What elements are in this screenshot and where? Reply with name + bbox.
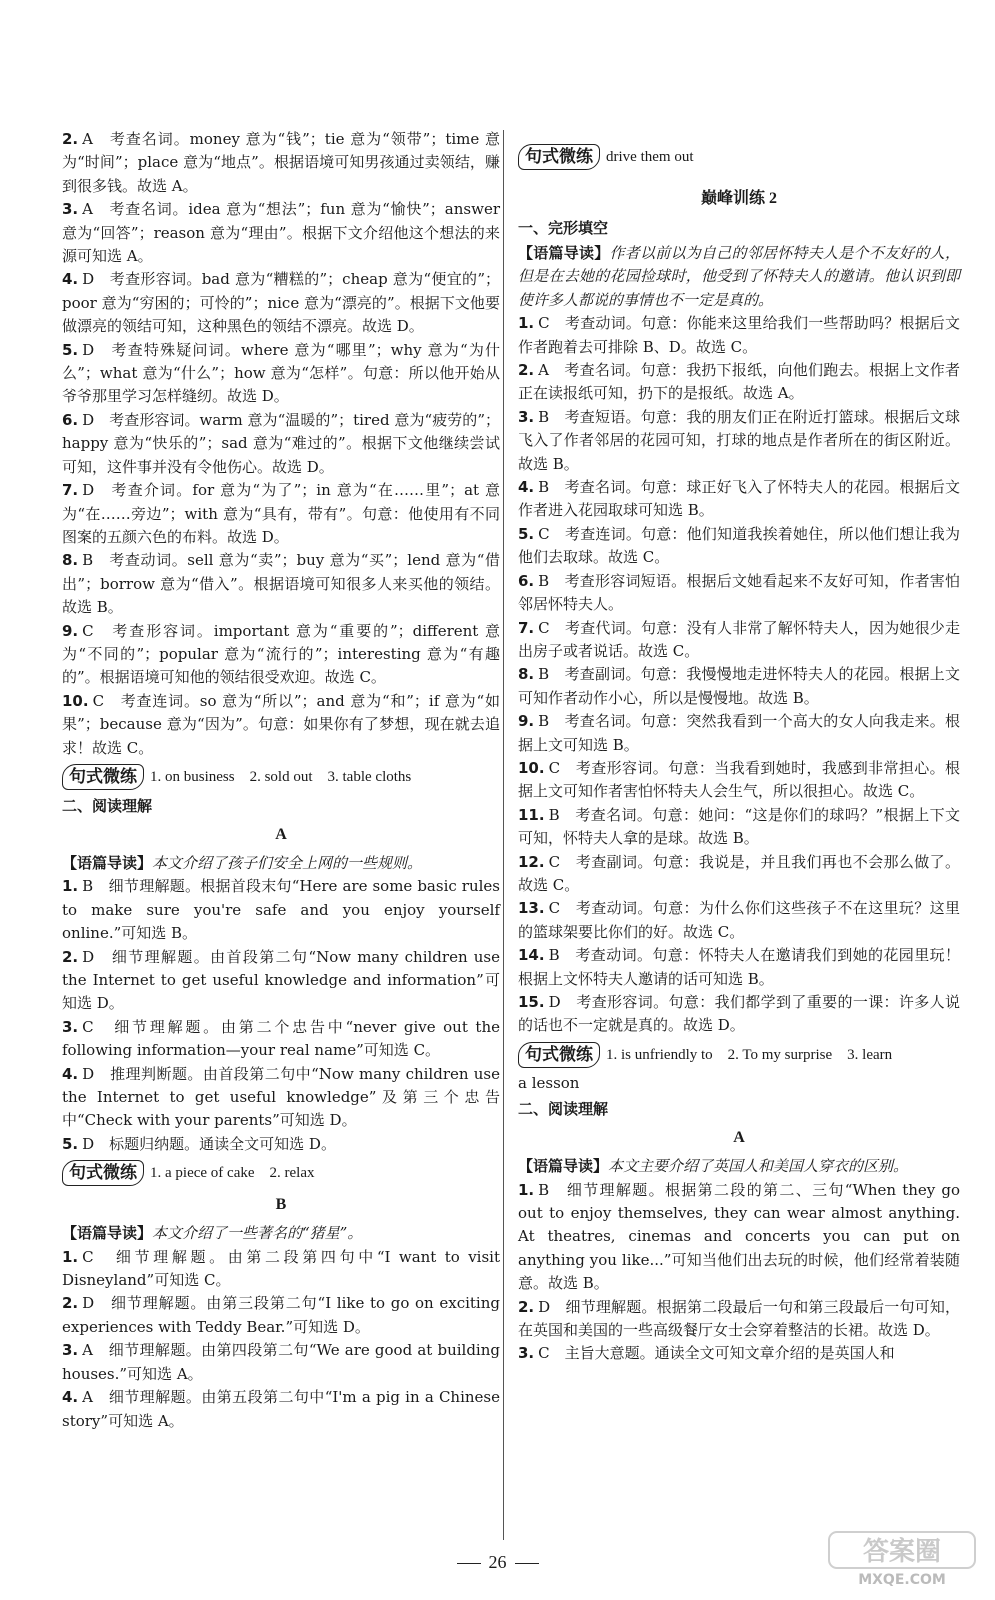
answer-text: D 细节理解题。根据第二段最后一句和第三段最后一句可知，在英国和美国的一些高级餐厅女士会穿着整洁的长裙。故选 D。 <box>518 1297 960 1340</box>
guide-tag: 【语篇导读】 <box>62 853 153 872</box>
answer-item <box>62 620 500 690</box>
answer-number: 9. <box>62 621 79 640</box>
section-heading-reading: 二、阅读理解 <box>518 1100 609 1119</box>
answer-text: C 考查动词。句意：为什么你们这些孩子不在这里玩？这里的篮球架要比你们的好。故选 C。 <box>518 899 960 941</box>
answer-item <box>518 312 960 359</box>
answer-text: C 考查连词。so 意为“所以”；and 意为“和”；if 意为“如果”；because 意为“因为”。句意：如果你有了梦想，现在就去追求！故选 C。 <box>62 691 500 757</box>
answer-text: B 考查形容词短语。根据后文她看起来不友好可知，作者害怕邻居怀特夫人。 <box>518 571 960 614</box>
reading-guide-a <box>518 1155 960 1178</box>
answer-text: C 细节理解题。由第二个忠告中“never give out the following information—your real name”可知选 C。 <box>62 1017 500 1060</box>
answer-number: 3. <box>518 1344 535 1363</box>
answer-text: B 考查名词。句意：球正好飞入了怀特夫人的花园。根据后文作者进入花园取球可知选 B。 <box>518 478 960 520</box>
answer-number: 3. <box>62 200 79 219</box>
reading-guide-cloze <box>518 242 960 312</box>
answer-number: 11. <box>518 805 545 824</box>
answer-number: 4. <box>518 478 535 497</box>
answer-item <box>62 479 500 549</box>
answer-item <box>518 1179 960 1296</box>
left-column <box>62 128 500 1433</box>
sentence-practice-badge: 句式微练 <box>62 1160 144 1186</box>
answer-item <box>62 1386 500 1433</box>
sentence-practice-badge: 句式微练 <box>518 1042 600 1068</box>
answer-item <box>518 523 960 570</box>
answer-item <box>62 268 500 338</box>
answer-item <box>62 1133 500 1156</box>
reading-guide-a <box>62 852 500 875</box>
part-a-heading: A <box>275 825 287 843</box>
answer-item <box>518 476 960 523</box>
answer-item <box>518 663 960 710</box>
sentence-practice-answers: 1. a piece of cake 2. relax <box>150 1165 315 1182</box>
answer-item <box>62 1063 500 1133</box>
answer-item <box>62 409 500 479</box>
watermark-logo <box>827 1528 977 1588</box>
left-cloze-answers <box>62 128 500 760</box>
answer-number: 10. <box>518 758 545 777</box>
answer-number: 1. <box>62 1247 79 1266</box>
guide-tag: 【语篇导读】 <box>518 244 610 262</box>
answer-item <box>62 946 500 1016</box>
answer-text: D 考查形容词。warm 意为“温暖的”；tired 意为“疲劳的”；happy 意为“快乐的”；sad 意为“难过的”。根据下文他继续尝试可知，这件事并没有令他伤心。故选 D。 <box>62 410 500 476</box>
answer-item <box>62 1016 500 1063</box>
answer-number: 6. <box>518 571 535 590</box>
part-b-heading: B <box>275 1196 287 1214</box>
answer-number: 2. <box>62 130 79 148</box>
answer-text: D 推理判断题。由首段第二句中“Now many children use the Internet to get useful knowledge”及第三个忠告中“Check with your parents”可知选 D。 <box>62 1064 500 1130</box>
dash-right <box>515 1563 539 1564</box>
answer-number: 8. <box>518 665 535 684</box>
guide-body: 作者以前以为自己的邻居怀特夫人是个不友好的人，但是在去她的花园捡球时，他受到了怀特夫人的邀请。他认识到即使许多人都说的事情也不一定是真的。 <box>518 244 960 309</box>
answer-text: A 细节理解题。由第五段第二句中“I'm a pig in a Chinese story”可知选 A。 <box>62 1388 500 1430</box>
answer-text: D 考查形容词。句意：我们都学到了重要的一课：许多人说的话也不一定就是真的。故选 D。 <box>518 993 960 1035</box>
answer-number: 10. <box>62 691 89 710</box>
answer-item <box>518 757 960 804</box>
sentence-practice-answers: 1. on business 2. sold out 3. table cloths <box>150 768 412 785</box>
sentence-practice-2 <box>62 1158 500 1188</box>
answer-item <box>518 804 960 851</box>
guide-body: 本文介绍了孩子们安全上网的一些规则。 <box>152 853 423 872</box>
answer-item <box>518 991 960 1038</box>
part-b-answers <box>62 1246 500 1433</box>
answer-number: 6. <box>62 410 79 429</box>
logo-url: MXQE.COM <box>858 1572 946 1588</box>
guide-body: 本文主要介绍了英国人和美国人穿衣的区别。 <box>608 1157 909 1176</box>
answer-item <box>62 875 500 945</box>
answer-text: C 细节理解题。由第二段第四句中“I want to visit Disneyland”可知选 C。 <box>62 1247 500 1290</box>
answer-number: 2. <box>518 361 535 380</box>
sentence-practice-answers: drive them out <box>606 149 694 165</box>
answer-number: 9. <box>518 712 535 731</box>
answer-item <box>518 359 960 406</box>
answer-text: B 细节理解题。根据第二段的第二、三句“When they go out to enjoy themselves, they can wear almost anything. At theatres, cinemas and concerts you can put on anything you like...”可知当他们出去玩的时候，他们经常着装随意。故选 B。 <box>518 1180 960 1293</box>
sentence-practice-badge: 句式微练 <box>62 764 144 790</box>
sentence-practice-answers: 1. is unfriendly to 2. To my surprise 3. learn <box>606 1046 893 1063</box>
answer-text: B 考查动词。sell 意为“卖”；buy 意为“买”；lend 意为“借出”；borrow 意为“借入”。根据语境可知很多人来买他的领结。故选 B。 <box>62 551 500 617</box>
answer-item <box>518 710 960 757</box>
logo-mark: 答案圈 <box>862 1537 942 1567</box>
answer-text: C 考查代词。句意：没有人非常了解怀特夫人，因为她很少走出房子或者说话。故选 C。 <box>518 618 960 660</box>
answer-text: D 细节理解题。由第三段第二句“I like to go on exciting experiences with Teddy Bear.”可知选 D。 <box>62 1294 500 1336</box>
answer-text: D 标题归纳题。通读全文可知选 D。 <box>82 1134 336 1153</box>
answer-text: D 考查形容词。bad 意为“糟糕的”；cheap 意为“便宜的”；poor 意为“穷困的；可怜的”；nice 意为“漂亮的”。根据下文他要做漂亮的领结可知，这种黑色的领结不漂亮。故选 D。 <box>62 270 500 336</box>
sentence-practice-0 <box>518 142 960 172</box>
answer-text: C 考查副词。句意：我说是，并且我们再也不会那么做了。故选 C。 <box>518 852 960 894</box>
answer-text: C 考查动词。句意：你能来这里给我们一些帮助吗？根据后文作者跑着去可排除 B、D。故选 C。 <box>518 314 960 356</box>
answer-number: 1. <box>518 1180 535 1199</box>
answer-number: 2. <box>518 1297 535 1316</box>
answer-number: 14. <box>518 946 545 965</box>
part-a-answers <box>62 875 500 1156</box>
cloze-answers <box>518 312 960 1038</box>
section-heading-cloze: 一、完形填空 <box>518 219 609 237</box>
answer-number: 1. <box>62 877 79 896</box>
answer-text: D 考查介词。for 意为“为了”；in 意为“在……里”；at 意为“在……旁边”；with 意为“具有，带有”。句意：他使用有不同图案的五颜六色的布料。故选 D。 <box>62 481 500 546</box>
answer-item <box>62 339 500 409</box>
answer-text: A 考查名词。idea 意为“想法”；fun 意为“愉快”；answer 意为“回答”；reason 意为“理由”。根据下文介绍他这个想法的来源可知选 A。 <box>62 200 500 266</box>
training-title: 巅峰训练 2 <box>700 190 777 207</box>
answer-number: 5. <box>518 524 535 543</box>
answer-item <box>62 1292 500 1339</box>
answer-text: A 考查名词。句意：我扔下报纸，向他们跑去。根据上文作者正在读报纸可知，扔下的是报纸。故选 A。 <box>518 361 960 403</box>
answer-number: 1. <box>518 314 535 333</box>
answer-item <box>62 1339 500 1386</box>
answer-item <box>62 1246 500 1293</box>
guide-body: 本文介绍了一些著名的“猪星”。 <box>152 1224 363 1243</box>
answer-number: 5. <box>62 1134 79 1153</box>
answer-number: 3. <box>518 407 535 426</box>
answer-item <box>518 897 960 944</box>
answer-text: A 细节理解题。由第四段第二句“We are good at building houses.”可知选 A。 <box>62 1341 500 1383</box>
answer-item <box>518 406 960 476</box>
page-number-text: 26 <box>488 1552 507 1572</box>
answer-item <box>518 617 960 664</box>
answer-number: 15. <box>518 993 545 1011</box>
answer-number: 2. <box>62 1294 79 1313</box>
sentence-practice-badge: 句式微练 <box>518 144 600 170</box>
answer-item <box>518 851 960 898</box>
answer-item <box>62 549 500 619</box>
answer-item <box>62 198 500 268</box>
reading-guide-b <box>62 1222 500 1245</box>
answer-text: C 考查连词。句意：他们知道我挨着她住，所以他们想让我为他们去取球。故选 C。 <box>518 524 960 567</box>
right-column <box>518 140 960 1366</box>
section-heading-reading: 二、阅读理解 <box>62 796 153 815</box>
answer-text: B 考查动词。句意：怀特夫人在邀请我们到她的花园里玩！根据上文怀特夫人邀请的话可知选 B。 <box>518 946 960 988</box>
dash-left <box>457 1563 481 1564</box>
answer-text: D 细节理解题。由首段第二句“Now many children use the Internet to get useful knowledge and information”可知选 D。 <box>62 947 500 1013</box>
answer-text: C 考查形容词。important 意为“重要的”；different 意为“不同的”；popular 意为“流行的”；interesting 意为“有趣的”。根据语境可知他的领结很受欢迎。故选 C。 <box>62 621 500 687</box>
answer-text: B 考查名词。句意：突然我看到一个高大的女人向我走来。根据上文可知选 B。 <box>518 712 960 754</box>
column-divider <box>503 130 504 1540</box>
answer-text: B 考查名词。句意：她问：“这是你们的球吗？”根据上下文可知，怀特夫人拿的是球。故选 B。 <box>518 805 960 848</box>
sentence-practice-1 <box>62 762 500 792</box>
answer-number: 12. <box>518 852 545 871</box>
answer-item <box>518 1296 960 1343</box>
answer-number: 2. <box>62 947 79 966</box>
answer-number: 3. <box>62 1017 79 1036</box>
guide-tag: 【语篇导读】 <box>62 1224 153 1243</box>
answer-number: 4. <box>62 1388 79 1407</box>
answer-number: 5. <box>62 340 79 359</box>
part-a-answers <box>518 1179 960 1366</box>
answer-number: 4. <box>62 270 79 289</box>
sentence-practice-3 <box>518 1040 960 1070</box>
part-a-heading: A <box>733 1129 745 1147</box>
answer-text: B 考查短语。句意：我的朋友们正在附近打篮球。根据后文球飞入了作者邻居的花园可知，打球的地点是作者所在的街区附近。故选 B。 <box>518 407 960 473</box>
answer-item <box>518 944 960 991</box>
answer-number: 4. <box>62 1064 79 1083</box>
answer-text: B 细节理解题。根据首段末句“Here are some basic rules to make sure you're safe and you enjoy yourself online.”可知选 B。 <box>62 877 500 943</box>
sentence-practice-answers-cont: a lesson <box>518 1073 580 1092</box>
answer-item <box>518 1342 960 1365</box>
answer-text: C 主旨大意题。通读全文可知文章介绍的是英国人和 <box>538 1344 895 1363</box>
answer-text: A 考查名词。money 意为“钱”；tie 意为“领带”；time 意为“时间”；place 意为“地点”。根据语境可知男孩通过卖领结，赚到很多钱。故选 A。 <box>62 130 500 195</box>
answer-number: 7. <box>62 481 79 500</box>
answer-item <box>62 128 500 198</box>
answer-item <box>518 570 960 617</box>
answer-text: B 考查副词。句意：我慢慢地走进怀特夫人的花园。根据上文可知作者动作小心，所以是慢慢地。故选 B。 <box>518 665 960 707</box>
answer-number: 13. <box>518 899 545 918</box>
answer-text: D 考查特殊疑问词。where 意为“哪里”；why 意为“为什么”；what 意为“什么”；how 意为“怎样”。句意：所以他开始从爷爷那里学习怎样缝纫。故选 D。 <box>62 340 500 406</box>
answer-number: 3. <box>62 1341 79 1360</box>
answer-number: 7. <box>518 618 535 637</box>
guide-tag: 【语篇导读】 <box>518 1157 609 1176</box>
answer-text: C 考查形容词。句意：当我看到她时，我感到非常担心。根据上文可知作者害怕怀特夫人会生气，所以很担心。故选 C。 <box>518 758 960 801</box>
answer-item <box>62 690 500 760</box>
answer-number: 8. <box>62 551 79 570</box>
